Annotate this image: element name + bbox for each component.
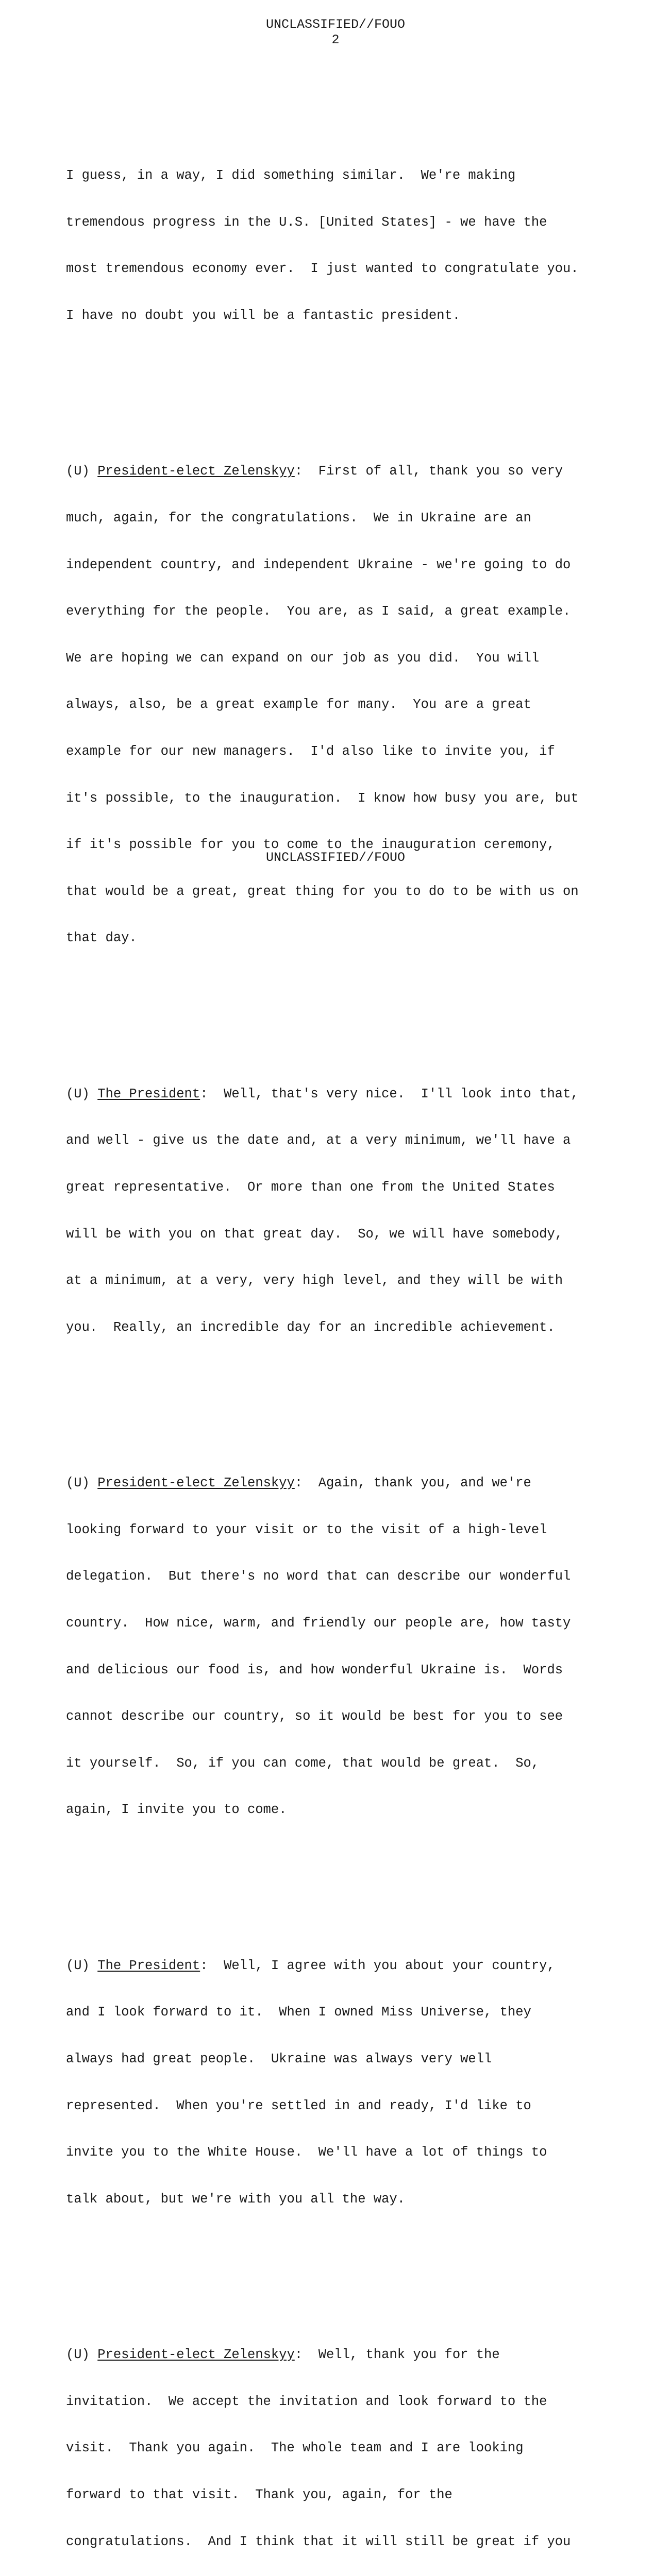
page-number: 2 bbox=[331, 32, 340, 47]
paragraph bbox=[66, 1055, 612, 1366]
text-line bbox=[66, 1476, 612, 1491]
text-line: always had great people. Ukraine was always very well bbox=[66, 2051, 492, 2066]
text-line: cannot describe our country, so it would be best for you to see bbox=[66, 1709, 563, 1724]
text-line: most tremendous economy ever. I just wanted to congratulate you. bbox=[66, 261, 579, 277]
text-line: forward to that visit. Thank you, again, for the bbox=[66, 2487, 452, 2502]
text-line: looking forward to your visit or to the visit of a high-level bbox=[66, 1522, 547, 1537]
speaker-name: The President bbox=[97, 1958, 200, 1973]
text-segment: : First of all, thank you so very bbox=[294, 464, 563, 479]
header-classification: UNCLASSIFIED//FOUO bbox=[265, 17, 406, 32]
text-line bbox=[66, 1958, 612, 1974]
text-line: We are hoping we can expand on our job as you did. You will bbox=[66, 650, 540, 666]
speaker-name: President-elect Zelenskyy bbox=[97, 464, 295, 479]
paragraph bbox=[66, 1927, 612, 2238]
text-line: country. How nice, warm, and friendly our people are, how tasty bbox=[66, 1616, 571, 1631]
text-line: that would be a great, great thing for you to do to be with us on bbox=[66, 884, 579, 899]
text-line: again, I invite you to come. bbox=[66, 1802, 287, 1818]
footer-classification: UNCLASSIFIED//FOUO bbox=[265, 850, 406, 865]
paragraph bbox=[66, 1445, 612, 1849]
classification-marker: (U) bbox=[66, 2347, 98, 2363]
text-line: everything for the people. You are, as I said, a great example. bbox=[66, 604, 571, 619]
text-line: I guess, in a way, I did something similar. We're making bbox=[66, 168, 516, 183]
classification-marker: (U) bbox=[66, 464, 98, 479]
text-line: visit. Thank you again. The whole team and I are looking bbox=[66, 2441, 524, 2456]
text-line: if it's possible for you to come to the inauguration ceremony, bbox=[66, 837, 555, 853]
text-line: talk about, but we're with you all the way. bbox=[66, 2191, 406, 2207]
text-line: represented. When you're settled in and ready, I'd like to bbox=[66, 2098, 531, 2113]
text-segment: : Well, that's very nice. I'll look into that, bbox=[200, 1086, 579, 1101]
speaker-name: President-elect Zelenskyy bbox=[97, 2347, 295, 2363]
text-line: always, also, be a great example for many. You are a great bbox=[66, 697, 531, 713]
text-line bbox=[66, 464, 612, 479]
text-line: invite you to the White House. We'll have a lot of things to bbox=[66, 2145, 547, 2160]
text-line: much, again, for the congratulations. We in Ukraine are an bbox=[66, 510, 531, 526]
text-line bbox=[66, 2347, 612, 2363]
text-line: will be with you on that great day. So, we will have somebody, bbox=[66, 1226, 563, 1242]
classification-marker: (U) bbox=[66, 1476, 98, 1491]
text-line: independent country, and independent Ukraine - we're going to do bbox=[66, 557, 571, 572]
text-line: delegation. But there's no word that can describe our wonderful bbox=[66, 1569, 571, 1584]
classification-marker: (U) bbox=[66, 1086, 98, 1101]
paragraph bbox=[66, 2316, 612, 2576]
text-line: congratulations. And I think that it will still be great if you bbox=[66, 2534, 571, 2549]
text-segment: : Again, thank you, and we're bbox=[294, 1476, 531, 1491]
text-segment: : Well, I agree with you about your country, bbox=[200, 1958, 555, 1973]
text-line: it yourself. So, if you can come, that would be great. So, bbox=[66, 1755, 540, 1771]
page-footer bbox=[0, 850, 671, 866]
page-header bbox=[0, 17, 671, 48]
text-line: it's possible, to the inauguration. I know how busy you are, but bbox=[66, 790, 579, 806]
speaker-name: President-elect Zelenskyy bbox=[97, 1476, 295, 1491]
text-line: that day. bbox=[66, 930, 137, 946]
paragraph bbox=[66, 137, 612, 355]
text-line: at a minimum, at a very, very high level, and they will be with bbox=[66, 1273, 563, 1289]
text-line bbox=[66, 1087, 612, 1102]
text-segment: : Well, thank you for the bbox=[294, 2347, 500, 2363]
text-line: example for our new managers. I'd also like to invite you, if bbox=[66, 744, 555, 759]
text-line: and I look forward to it. When I owned Miss Universe, they bbox=[66, 2005, 531, 2020]
text-line: I have no doubt you will be a fantastic president. bbox=[66, 308, 461, 324]
classification-marker: (U) bbox=[66, 1958, 98, 1973]
paragraph bbox=[66, 433, 612, 977]
text-line: and well - give us the date and, at a very minimum, we'll have a bbox=[66, 1133, 571, 1148]
speaker-name: The President bbox=[97, 1086, 200, 1101]
text-line: invitation. We accept the invitation and look forward to the bbox=[66, 2394, 547, 2409]
text-line: tremendous progress in the U.S. [United States] - we have the bbox=[66, 214, 547, 230]
text-line: and delicious our food is, and how wonderful Ukraine is. Words bbox=[66, 1662, 563, 1677]
text-line: great representative. Or more than one from the United States bbox=[66, 1180, 555, 1195]
text-line: you. Really, an incredible day for an incredible achievement. bbox=[66, 1319, 555, 1335]
transcript-body bbox=[66, 75, 612, 2576]
